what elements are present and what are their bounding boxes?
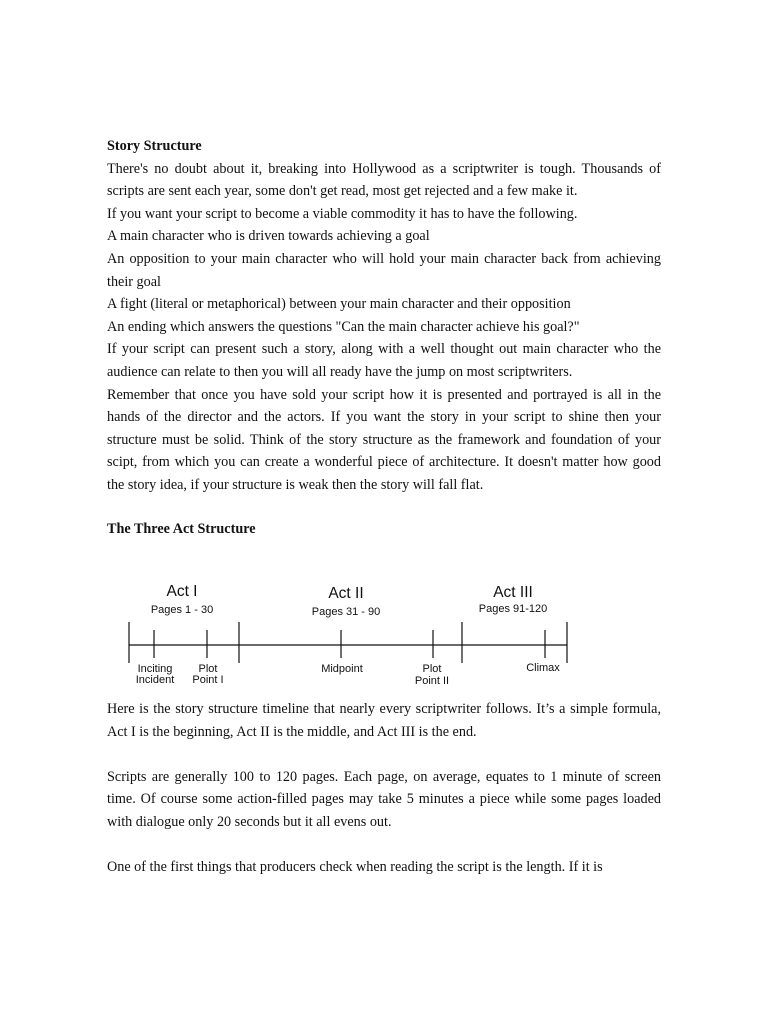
marker-label: Midpoint (321, 663, 363, 675)
marker-label: Inciting (137, 663, 173, 675)
story-structure-heading: Story Structure (107, 138, 202, 154)
act-pages: Pages 1 - 30 (150, 604, 214, 616)
timeline-explanation-section (107, 698, 661, 879)
paragraph: One of the first things that producers check when reading the script is the length. If it is (107, 859, 603, 876)
marker-label: Plot (422, 663, 442, 675)
list-item: A main character who is driven towards achieving a goal (107, 228, 430, 245)
act-pages: Pages 31 - 90 (311, 606, 381, 618)
paragraph: There's no doubt about it, breaking into Hollywood as a scriptwriter is tough. Thousands of scripts are sent each year, some don't get read, most get rejected and a few make it. (107, 160, 661, 200)
paragraph: Here is the story structure timeline that nearly every scriptwriter follows. It’s a simple formula, Act I is the beginning, Act II is the middle, and Act III is the end. (107, 701, 661, 740)
act-pages: Pages 91-120 (478, 603, 548, 615)
paragraph: If your script can present such a story, along with a well thought out main character who the audience can relate to then you will all ready have the jump on most scriptwriters. (107, 341, 661, 380)
act-title: Act II (328, 585, 364, 602)
act-title: Act III (493, 584, 533, 601)
marker-label: Plot (198, 663, 218, 675)
paragraph: If you want your script to become a viable commodity it has to have the following. (107, 205, 578, 222)
list-item: A fight (literal or metaphorical) between your main character and their opposition (107, 296, 571, 313)
marker-label: Incident (135, 674, 175, 686)
marker-label: Climax (526, 662, 560, 674)
act-title: Act I (166, 583, 198, 600)
marker-label: Point II (414, 675, 450, 687)
story-structure-section (107, 135, 661, 497)
list-item: An opposition to your main character who will hold your main character back from achieving their goal (107, 250, 661, 290)
paragraph: Scripts are generally 100 to 120 pages. Each page, on average, equates to 1 minute of screen time. Of course some action-filled pages may take 5 minutes a piece while some pages loaded with dialogue only 20 seconds but it all evens out. (107, 768, 661, 830)
three-act-structure-heading: The Three Act Structure (107, 521, 256, 537)
act-timeline-diagram (0, 578, 768, 688)
list-item: An ending which answers the questions "Can the main character achieve his goal?" (107, 318, 580, 335)
paragraph: Remember that once you have sold your script how it is presented and portrayed is all in the hands of the director and the actors. If you want the story in your script to shine then your structure must be solid. Think of the story structure as the framework and foundation of your scipt, from which you can create a wonderful piece of architecture. It doesn't matter how good the story idea, if your structure is weak then the story will fall flat. (107, 386, 661, 493)
marker-label: Point I (192, 674, 224, 686)
